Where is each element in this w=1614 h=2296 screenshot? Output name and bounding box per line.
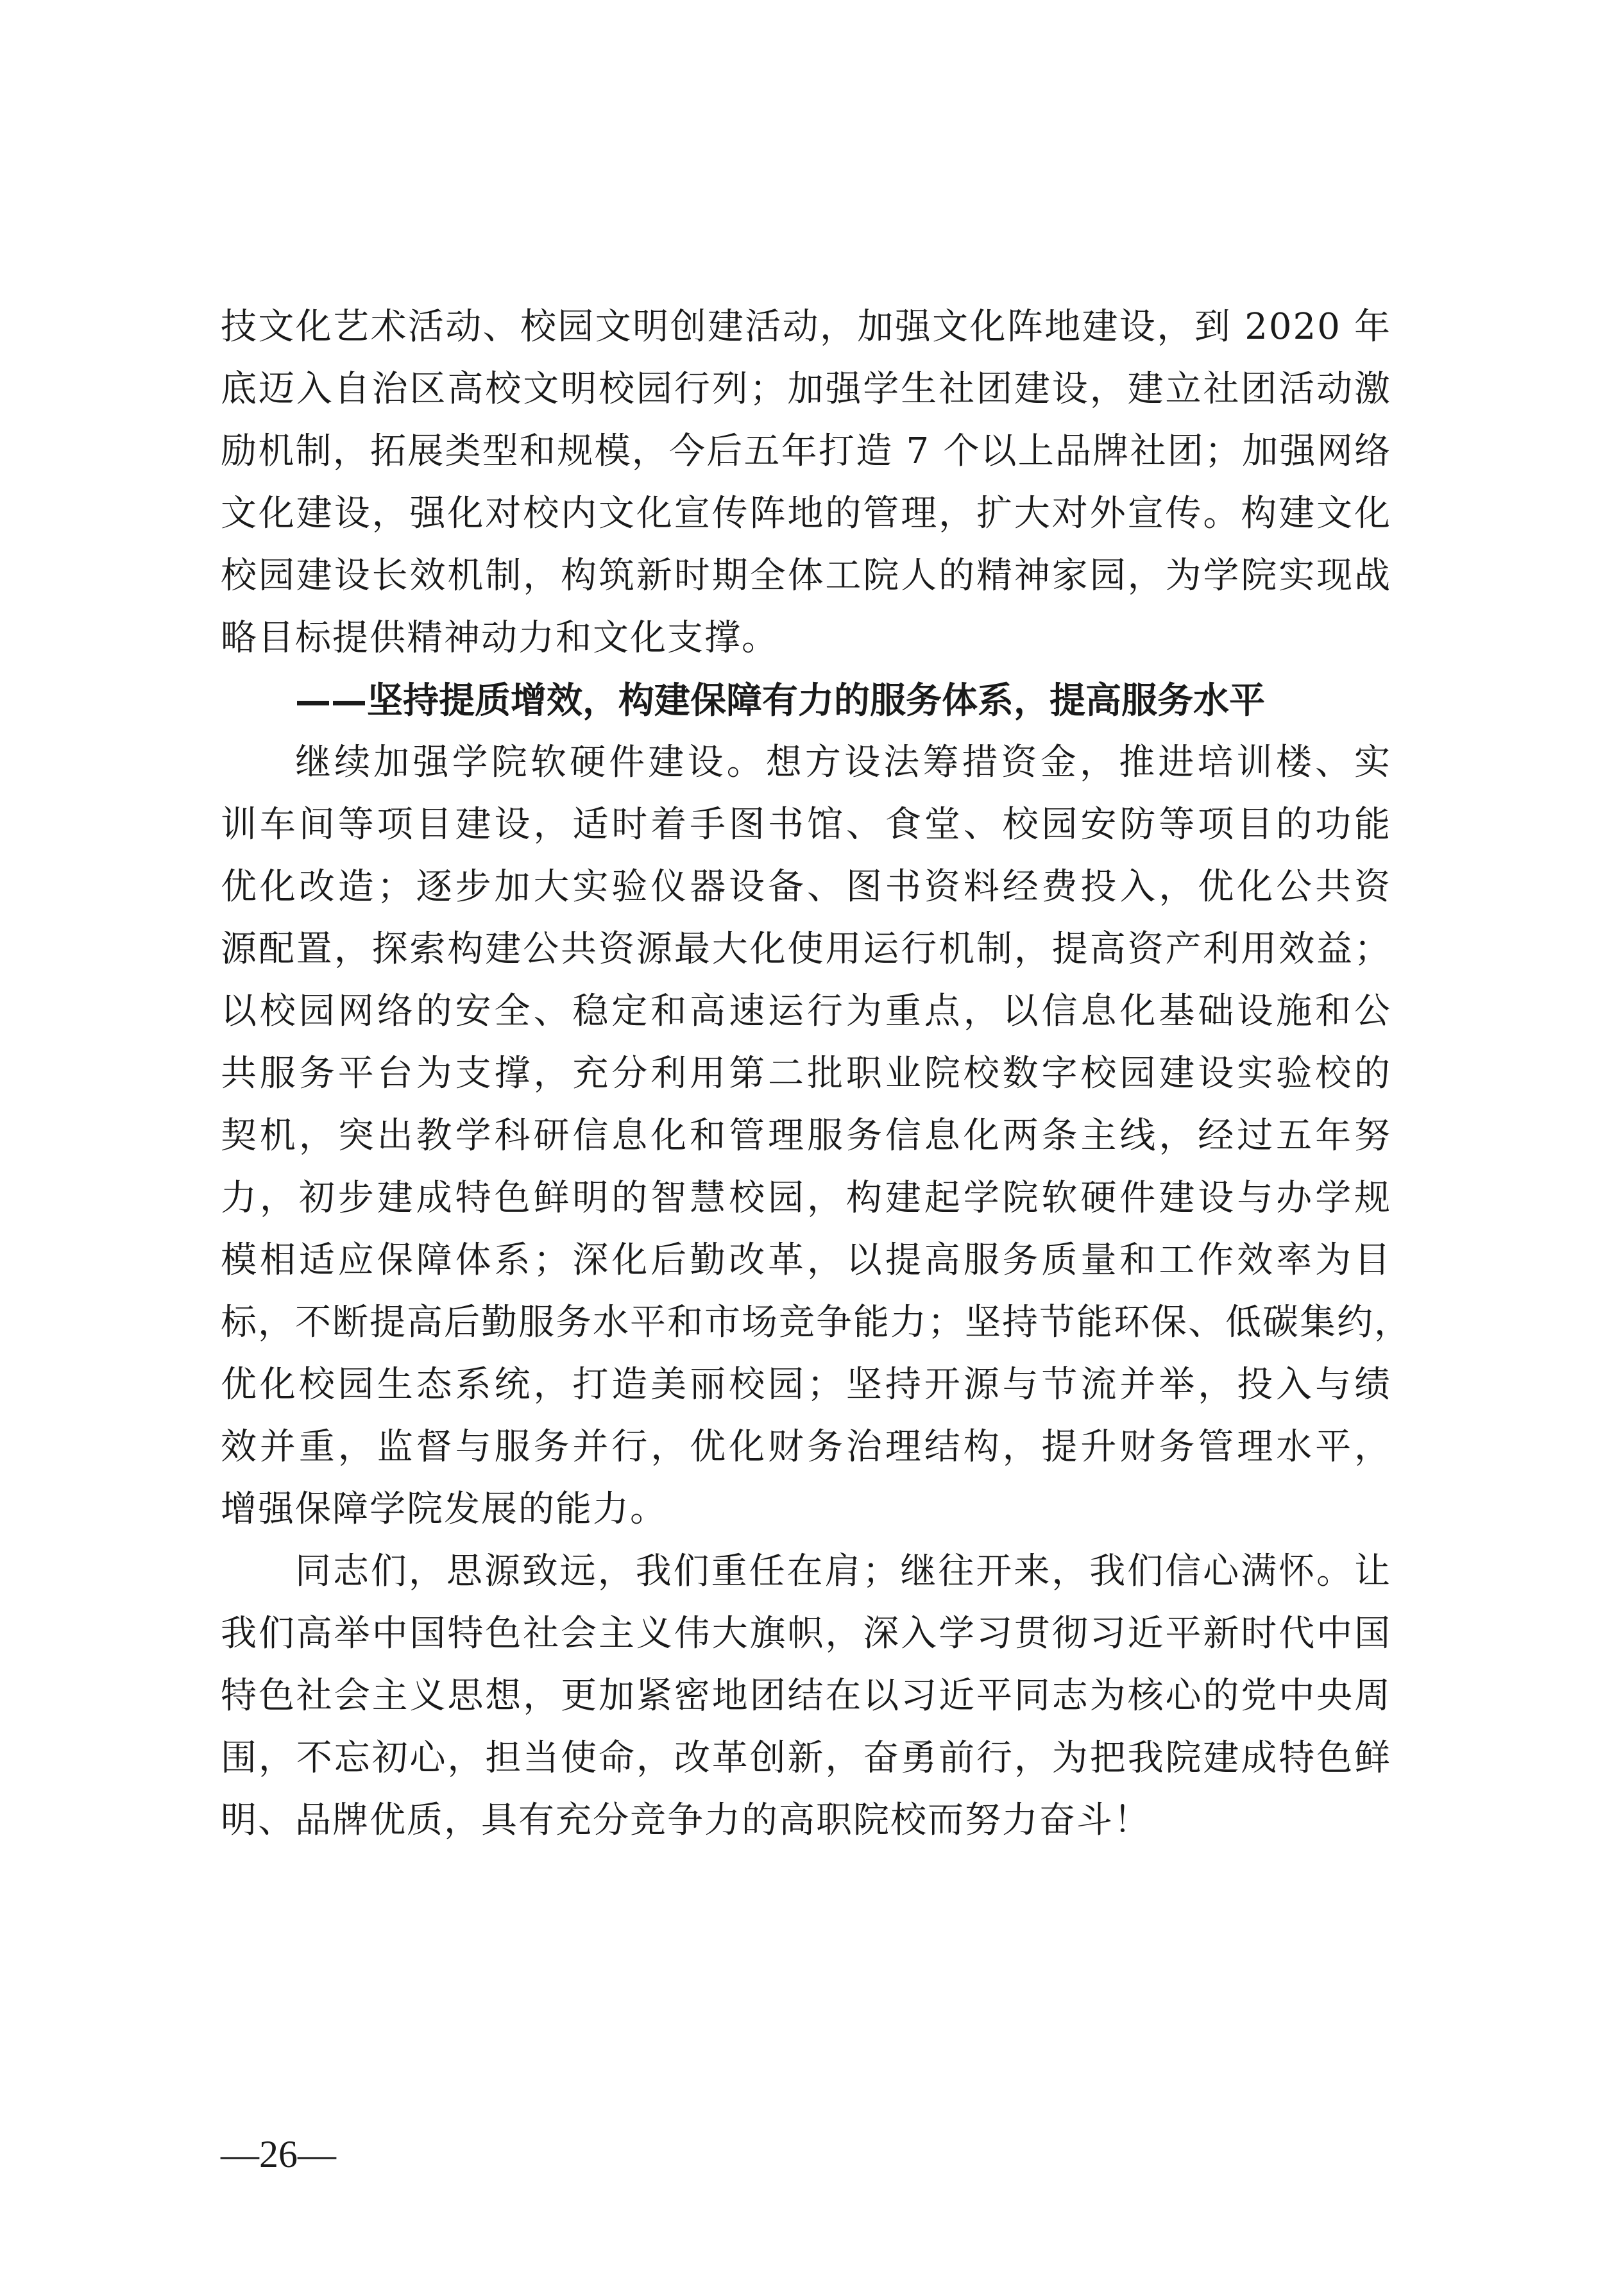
text-line: 文化建设，强化对校内文化宣传阵地的管理，扩大对外宣传。构建文化 (221, 493, 1391, 534)
text-line: 略目标提供精神动力和文化支撑。 (221, 617, 779, 659)
text-line: 励机制，拓展类型和规模，今后五年打造 7 个以上品牌社团；加强网络 (221, 430, 1391, 472)
text-line: 训车间等项目建设，适时着手图书馆、食堂、校园安防等项目的功能 (221, 804, 1391, 846)
text-line: 技文化艺术活动、校园文明创建活动，加强文化阵地建设，到 2020 年 (221, 306, 1391, 348)
text-line: 源配置，探索构建公共资源最大化使用运行机制，提高资产利用效益； (221, 928, 1391, 970)
text-line: 增强保障学院发展的能力。 (221, 1488, 667, 1530)
text-line: 同志们，思源致远，我们重任在肩；继往开来，我们信心满怀。让 (295, 1551, 1391, 1592)
text-line: 优化改造；逐步加大实验仪器设备、图书资料经费投入，优化公共资 (221, 866, 1391, 908)
text-line: 契机，突出教学科研信息化和管理服务信息化两条主线，经过五年努 (221, 1115, 1391, 1157)
page-number: —26— (221, 2133, 336, 2175)
text-line: 继续加强学院软硬件建设。想方设法筹措资金，推进培训楼、实 (295, 742, 1391, 783)
text-line: 我们高举中国特色社会主义伟大旗帜，深入学习贯彻习近平新时代中国 (221, 1613, 1391, 1654)
text-line: 标，不断提高后勤服务水平和市场竞争能力；坚持节能环保、低碳集约， (221, 1302, 1411, 1343)
text-line: 模相适应保障体系；深化后勤改革，以提高服务质量和工作效率为目 (221, 1239, 1391, 1281)
text-line: 效并重，监督与服务并行，优化财务治理结构，提升财务管理水平， (221, 1426, 1391, 1468)
text-line: 以校园网络的安全、稳定和高速运行为重点，以信息化基础设施和公 (221, 991, 1391, 1032)
text-line: 明、品牌优质，具有充分竞争力的高职院校而努力奋斗！ (221, 1799, 1151, 1841)
text-line: 特色社会主义思想，更加紧密地团结在以习近平同志为核心的党中央周 (221, 1675, 1391, 1717)
text-line: 优化校园生态系统，打造美丽校园；坚持开源与节流并举，投入与绩 (221, 1364, 1391, 1406)
text-line: 力，初步建成特色鲜明的智慧校园，构建起学院软硬件建设与办学规 (221, 1177, 1391, 1219)
text-line: 共服务平台为支撑，充分利用第二批职业院校数字校园建设实验校的 (221, 1053, 1391, 1094)
text-line: 校园建设长效机制，构筑新时期全体工院人的精神家园，为学院实现战 (221, 555, 1391, 597)
section-heading: ——坚持提质增效，构建保障有力的服务体系，提高服务水平 (295, 679, 1265, 722)
text-line: 围，不忘初心，担当使命，改革创新，奋勇前行，为把我院建成特色鲜 (221, 1737, 1391, 1779)
text-line: 底迈入自治区高校文明校园行列；加强学生社团建设，建立社团活动激 (221, 368, 1391, 410)
